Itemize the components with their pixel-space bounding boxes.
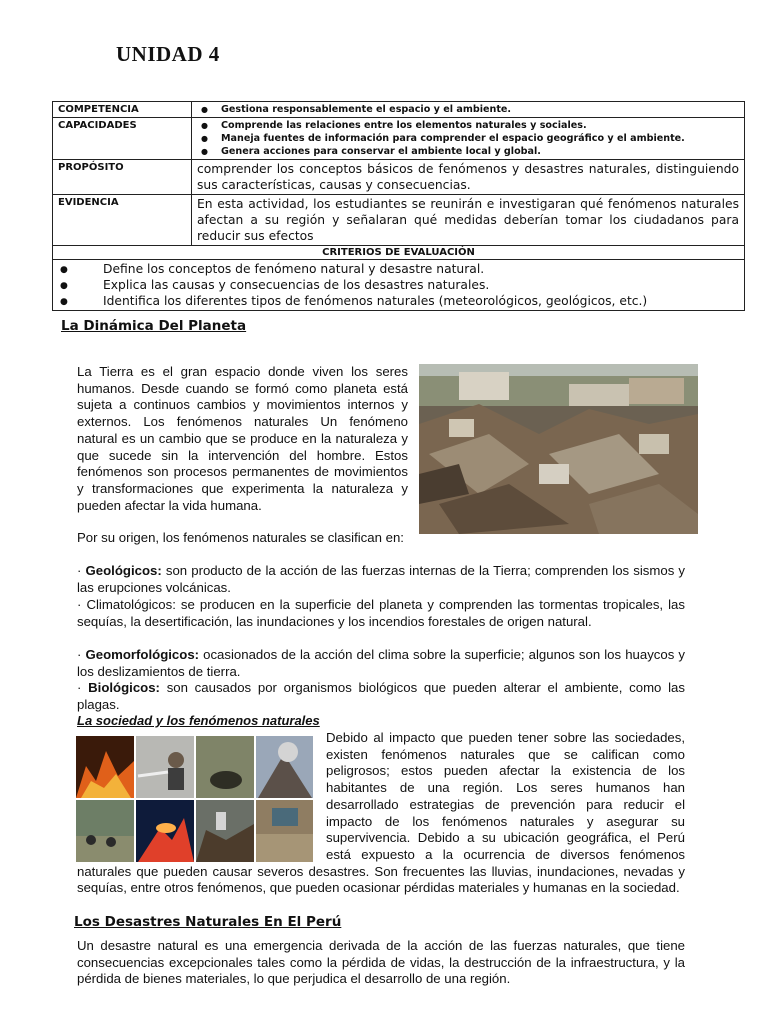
earthquake-ruins-illustration	[419, 364, 698, 534]
type-climatologicos: · Climatológicos: se producen en la superficie del planeta y comprenden las tormentas tropicales, las sequías, la desertificación, las inundaciones y los incendios forestales de origen natural.	[77, 597, 685, 629]
earthquake-ruins-photo	[419, 364, 698, 534]
row-capacidades	[53, 118, 745, 160]
competencia-item: ● Gestiona responsablemente el espacio y el ambiente.	[197, 103, 739, 116]
paragraph-sociedad: Debido al impacto que pueden tener sobre las sociedades, existen fenómenos naturales que se califican como peligrosos; estos pueden afectar la existencia de los habitantes de una región. Los seres humanos han desarrollado estrategias de prevención para reducir el impacto de los fenómenos naturales y asegurar su supervivencia. Debido a su ubicación geográfica, el Perú está expuesto a la ocurrencia de diversos fenómenos naturales que pueden causar severos desastres. Son frecuentes las lluvias, inundaciones, nevadas y sequías, entre otros fenómenos, que pueden ocasionar pérdidas materiales y humanas en la sociedad.	[77, 730, 685, 896]
collage-spacer	[77, 730, 326, 862]
evidencia-text: En esta actividad, los estudiantes se reunirán e investigaran qué fenómenos naturales afectan a su región y señalaran qué medidas deberían tomar los ciudadanos para reducir sus efectos	[192, 195, 745, 246]
row-evidencia	[53, 195, 745, 246]
row-competencia	[53, 102, 745, 118]
type-geomorfologicos: · Geomorfológicos: ocasionados de la acción del clima sobre la superficie; algunos son los huaycos y los deslizamientos de tierra.	[77, 647, 685, 679]
label-competencia: COMPETENCIA	[53, 102, 192, 118]
type-geologicos: · Geológicos: son producto de la acción de las fuerzas internas de la Tierra; comprenden los sismos y las erupciones volcánicas.	[77, 563, 685, 595]
paragraph-classify: Por su origen, los fenómenos naturales se clasifican en:	[77, 530, 404, 545]
paragraph-intro: La Tierra es el gran espacio donde viven los seres humanos. Desde cuando se formó como planeta está sujeta a continuos cambios y movimientos internos y externos. Los fenómenos naturales Un fenómeno natural es un cambio que se produce en la naturaleza y que sucede sin la intervención del hombre. Estos fenómenos son procesos permanentes de movimientos y transformaciones que experimenta la naturaleza y pueden afectar la vida humana.	[77, 364, 408, 513]
capacidades-list	[197, 119, 739, 158]
criterios-heading: CRITERIOS DE EVALUACIÓN	[53, 246, 745, 260]
heading-dinamica-planeta: La Dinámica Del Planeta	[61, 318, 247, 334]
competencia-list	[197, 103, 739, 116]
proposito-text: comprender los conceptos básicos de fenómenos y desastres naturales, distinguiendo sus características, causas y consecuencias.	[192, 160, 745, 195]
row-criterios	[53, 260, 745, 311]
type-biologicos: · Biológicos: son causados por organismos biológicos que pueden alterar el ambiente, como las plagas.	[77, 680, 685, 712]
row-criterios-header	[53, 246, 745, 260]
heading-sociedad: La sociedad y los fenómenos naturales	[77, 713, 320, 728]
label-evidencia: EVIDENCIA	[53, 195, 192, 246]
row-proposito	[53, 160, 745, 195]
heading-desastres-peru: Los Desastres Naturales En El Perú	[74, 914, 342, 930]
criterio-item: ● Identifica los diferentes tipos de fenómenos naturales (meteorológicos, geológicos, etc.)	[58, 293, 739, 309]
capacidad-item: ● Maneja fuentes de información para comprender el espacio geográfico y el ambiente.	[197, 132, 739, 145]
capacidad-item: ● Genera acciones para conservar el ambiente local y global.	[197, 145, 739, 158]
label-proposito: PROPÓSITO	[53, 160, 192, 195]
unit-info-table	[52, 101, 745, 311]
label-capacidades: CAPACIDADES	[53, 118, 192, 160]
unit-title: UNIDAD 4	[116, 42, 220, 66]
criterios-list	[58, 261, 739, 309]
capacidad-item: ● Comprende las relaciones entre los elementos naturales y sociales.	[197, 119, 739, 132]
criterio-item: ● Explica las causas y consecuencias de los desastres naturales.	[58, 277, 739, 293]
criterio-item: ● Define los conceptos de fenómeno natural y desastre natural.	[58, 261, 739, 277]
paragraph-desastres: Un desastre natural es una emergencia derivada de la acción de las fuerzas naturales, que tiene consecuencias excepcionales tales como la pérdida de vidas, la destrucción de la infraestructura, y la pérdida de bienes materiales, lo que perjudica el desarrollo de una región.	[77, 938, 685, 987]
